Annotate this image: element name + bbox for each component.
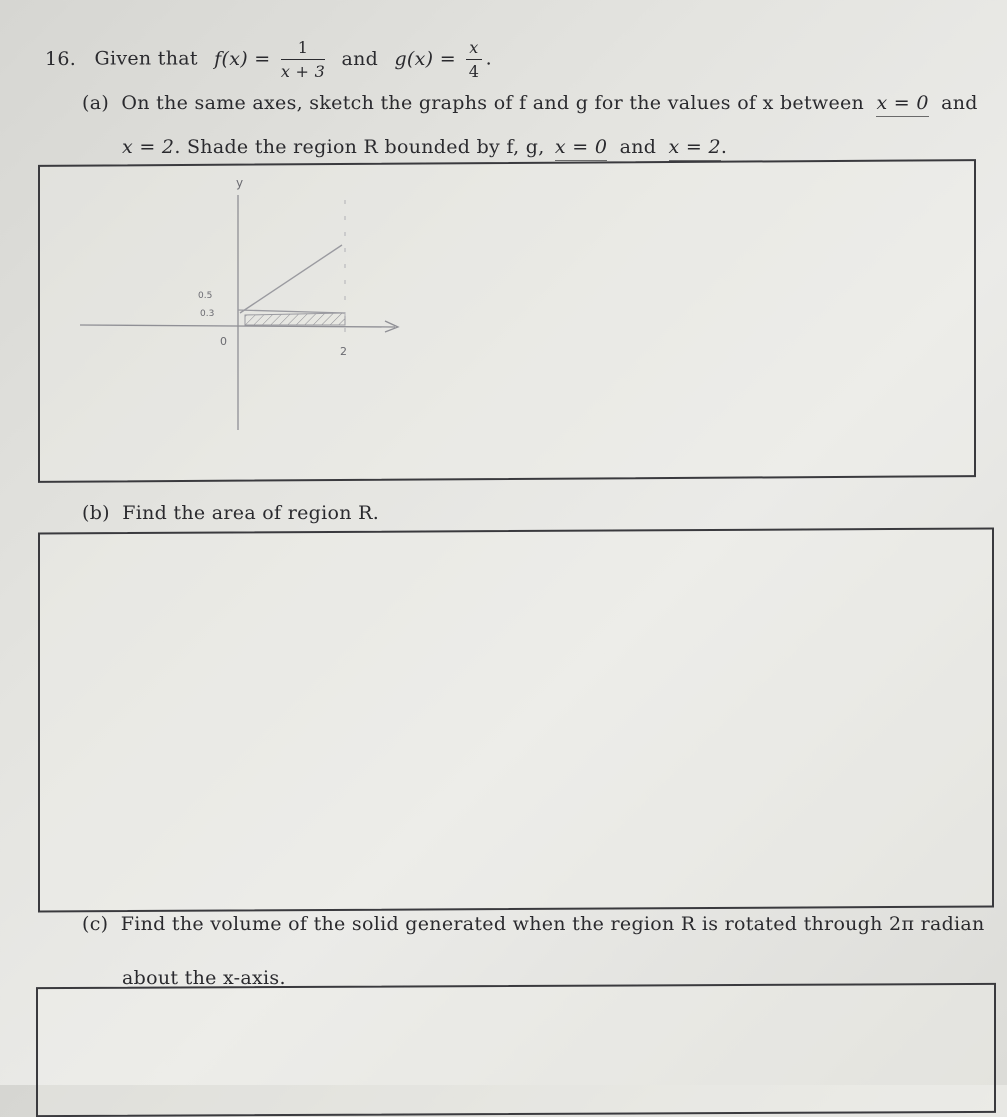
f-numerator: 1 bbox=[281, 38, 325, 60]
x-tick-label-2: 2 bbox=[340, 345, 347, 358]
part-a-label: (a) bbox=[82, 92, 110, 114]
tick-label-y-upper: 0.5 bbox=[198, 291, 213, 301]
answer-box-c[interactable] bbox=[36, 983, 996, 1117]
part-a-cond-x0-second: x = 0 bbox=[555, 136, 607, 161]
part-b-line bbox=[82, 502, 379, 524]
part-a-and: and bbox=[941, 92, 978, 114]
g-graph-line bbox=[240, 245, 342, 313]
part-a-line1 bbox=[82, 92, 978, 114]
part-a-and-second: and bbox=[619, 136, 657, 158]
g-numerator: x bbox=[466, 38, 481, 60]
f-fraction bbox=[281, 38, 325, 81]
answer-box-b[interactable] bbox=[38, 527, 994, 912]
hand-sketch bbox=[40, 165, 440, 465]
part-a-line2-text: . Shade the region R bounded by f, g, bbox=[174, 136, 545, 158]
question-number: 16. bbox=[45, 47, 77, 70]
f-label: f(x) = bbox=[214, 47, 271, 70]
part-c-line1 bbox=[82, 913, 985, 935]
y-axis-label: y bbox=[236, 176, 244, 190]
g-denominator: 4 bbox=[468, 62, 480, 81]
part-c-line2: about the x-axis. bbox=[122, 967, 286, 989]
question-intro: Given that bbox=[94, 47, 198, 70]
g-label: g(x) = bbox=[394, 47, 456, 70]
part-c-text: Find the volume of the solid generated when the region R is rotated through 2π radian bbox=[120, 913, 985, 935]
question-header bbox=[45, 38, 492, 81]
f-graph-line bbox=[238, 310, 345, 313]
part-a-cond-x2-start: x = 2 bbox=[122, 136, 175, 158]
part-a-text: On the same axes, sketch the graphs of f and g for the values of x between bbox=[121, 92, 865, 114]
tick-label-y-lower: 0.3 bbox=[200, 309, 215, 319]
part-a-end-dot: . bbox=[720, 136, 728, 158]
part-b-label: (b) bbox=[82, 502, 110, 524]
f-denominator: x + 3 bbox=[280, 62, 326, 81]
part-b-text: Find the area of region R. bbox=[122, 502, 380, 524]
header-dot: . bbox=[485, 47, 492, 70]
part-a-cond-x2: x = 2 bbox=[669, 136, 721, 161]
part-a-line2 bbox=[122, 136, 727, 158]
and-word: and bbox=[341, 47, 379, 70]
shaded-region-r bbox=[245, 313, 345, 325]
part-c-label: (c) bbox=[82, 913, 109, 935]
part-a-cond-x0: x = 0 bbox=[876, 92, 928, 117]
g-fraction bbox=[466, 38, 481, 81]
origin-label: 0 bbox=[220, 335, 227, 348]
